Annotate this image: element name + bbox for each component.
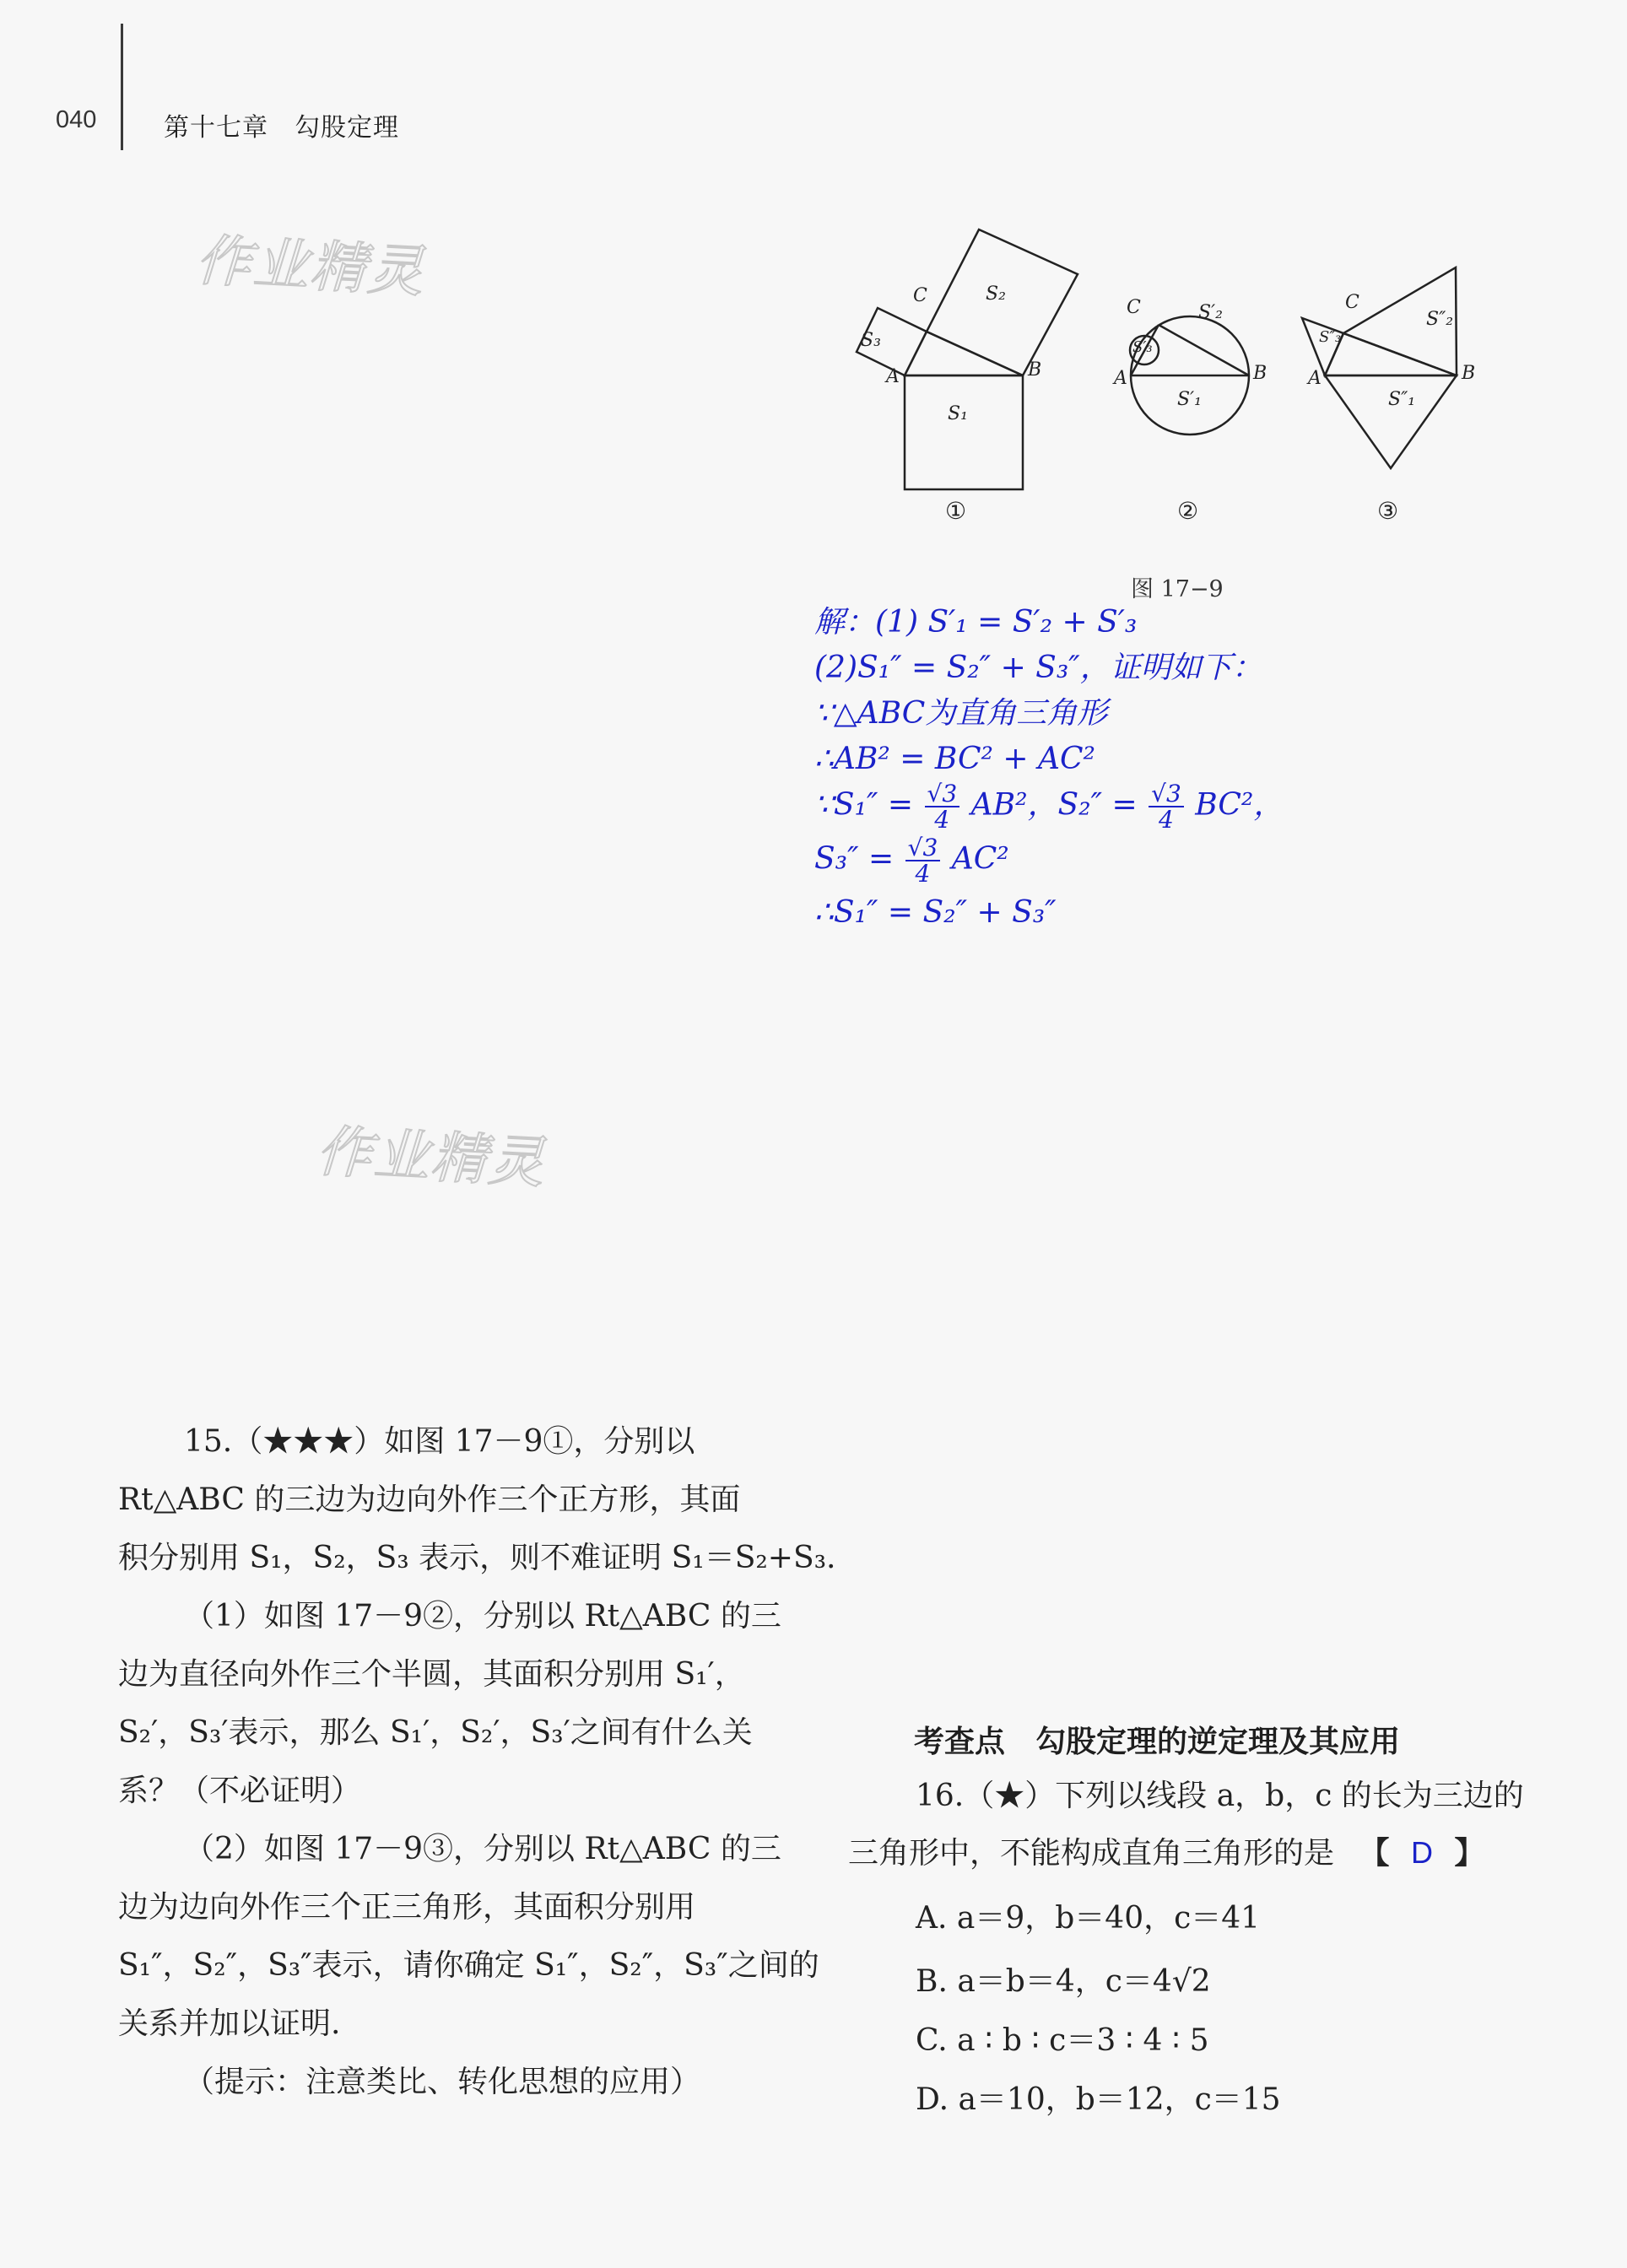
problem-text: 15.（★★★）如图 17－9①，分别以 [184, 1424, 695, 1459]
square-s1 [905, 375, 1023, 489]
label-s1: S′₁ [1177, 389, 1202, 410]
problem-text: Rt△ABC 的三边为边向外作三个正方形，其面 [118, 1482, 741, 1517]
fraction [925, 781, 960, 833]
label-c: C [1127, 297, 1141, 318]
problem-16 [848, 1772, 1523, 2126]
option-c: C. a ∶ b ∶ c＝3 ∶ 4 ∶ 5 [916, 2023, 1209, 2058]
figure-caption: 图 17−9 [1131, 576, 1224, 602]
label-b: B [1462, 363, 1476, 384]
problem-text: 关系并加以证明. [118, 2006, 341, 2041]
section-title: 考查点 勾股定理的逆定理及其应用 [914, 1725, 1401, 1759]
panel-number: ① [945, 497, 967, 525]
fraction-denominator: 4 [934, 806, 950, 834]
fraction [1149, 781, 1184, 833]
triangle-s3 [1302, 318, 1343, 375]
solution-text: AC² [951, 841, 1009, 877]
problem-text: （1）如图 17－9②，分别以 Rt△ABC 的三 [184, 1599, 781, 1634]
problem-text: （提示：注意类比、转化思想的应用） [184, 2065, 701, 2099]
solution-text: AB²，S₂″ = [970, 787, 1138, 823]
figure-17-9 [835, 215, 1511, 536]
panel-number: ② [1177, 497, 1199, 525]
solution-text: BC²， [1195, 787, 1284, 823]
label-c: C [913, 285, 927, 306]
answer-bracket: 】 [1454, 1835, 1485, 1871]
panel-number: ③ [1377, 497, 1399, 525]
option-d: D. a＝10，b＝12，c＝15 [916, 2082, 1281, 2117]
label-s2: S″₂ [1426, 309, 1454, 330]
label-s1: S₁ [948, 403, 968, 424]
watermark: 作业精灵 [193, 227, 427, 305]
label-c: C [1345, 292, 1359, 313]
figure-panel-triangles [1302, 267, 1457, 468]
label-s3: S′₃ [1132, 338, 1153, 356]
problem-text: 系？（不必证明） [118, 1774, 362, 1808]
option-a: A. a＝9，b＝40，c＝41 [916, 1901, 1261, 1936]
fraction-numerator: √3 [925, 781, 960, 807]
problem-text: S₂′，S₃′表示，那么 S₁′，S₂′，S₃′之间有什么关 [118, 1715, 753, 1750]
label-a: A [886, 366, 900, 387]
solution-text: ∵S₁″ = [814, 787, 914, 823]
problem-15 [118, 1418, 836, 2099]
label-a: A [1114, 368, 1127, 389]
problem-text: S₁″，S₂″，S₃″表示，请你确定 S₁″，S₂″，S₃″之间的 [118, 1948, 819, 1983]
solution-line: 解：(1) S′₁ = S′₂ + S′₃ [814, 605, 1138, 640]
fraction-numerator: √3 [1149, 781, 1184, 807]
fraction [905, 835, 941, 887]
problem-text: 边为边向外作三个正三角形，其面积分别用 [118, 1890, 696, 1925]
problem-text: （2）如图 17－9③，分别以 Rt△ABC 的三 [184, 1832, 781, 1866]
label-a: A [1308, 368, 1322, 389]
problem-stem: 三角形中，不能构成直角三角形的是 [848, 1836, 1335, 1871]
page-number: 040 [56, 106, 97, 133]
solution-line: ∴S₁″ = S₂″ + S₃″ [814, 895, 1057, 930]
label-b: B [1253, 363, 1268, 384]
label-s2: S₂ [986, 284, 1006, 305]
figure-panel-squares [857, 230, 1078, 489]
label-s3: S″₃ [1319, 328, 1342, 346]
header-rule [121, 24, 123, 150]
solution-line [814, 781, 1284, 833]
solution-line: ∴AB² = BC² + AC² [814, 742, 1095, 776]
label-s1: S″₁ [1388, 389, 1416, 410]
problem-text: 积分别用 S₁，S₂，S₃ 表示，则不难证明 S₁＝S₂+S₃. [118, 1541, 836, 1575]
option-b: B. a＝b＝4，c＝4√2 [916, 1964, 1211, 1999]
problem-text: 边为直径向外作三个半圆，其面积分别用 S₁′， [118, 1657, 745, 1692]
solution-text: S₃″ = [814, 841, 895, 877]
chapter-title: 第十七章 勾股定理 [164, 113, 399, 143]
fraction-numerator: √3 [905, 835, 941, 861]
solution-line [814, 835, 1009, 887]
problem-text: 16.（★）下列以线段 a，b，c 的长为三边的 [916, 1779, 1524, 1813]
watermark: 作业精灵 [314, 1118, 548, 1196]
fraction-denominator: 4 [1159, 806, 1174, 834]
label-b: B [1028, 359, 1042, 381]
solution-line: ∵△ABC为直角三角形 [814, 696, 1108, 731]
fraction-denominator: 4 [915, 860, 931, 888]
answer-mark: D [1410, 1835, 1433, 1870]
figure-panel-semicircles [1130, 316, 1249, 435]
problem-text [848, 1829, 1484, 1872]
label-s3: S₃ [861, 330, 881, 351]
answer-bracket: 【 [1359, 1835, 1390, 1871]
label-s2: S′₂ [1198, 302, 1223, 323]
solution-line: (2)S₁″ = S₂″ + S₃″，证明如下： [814, 651, 1262, 685]
